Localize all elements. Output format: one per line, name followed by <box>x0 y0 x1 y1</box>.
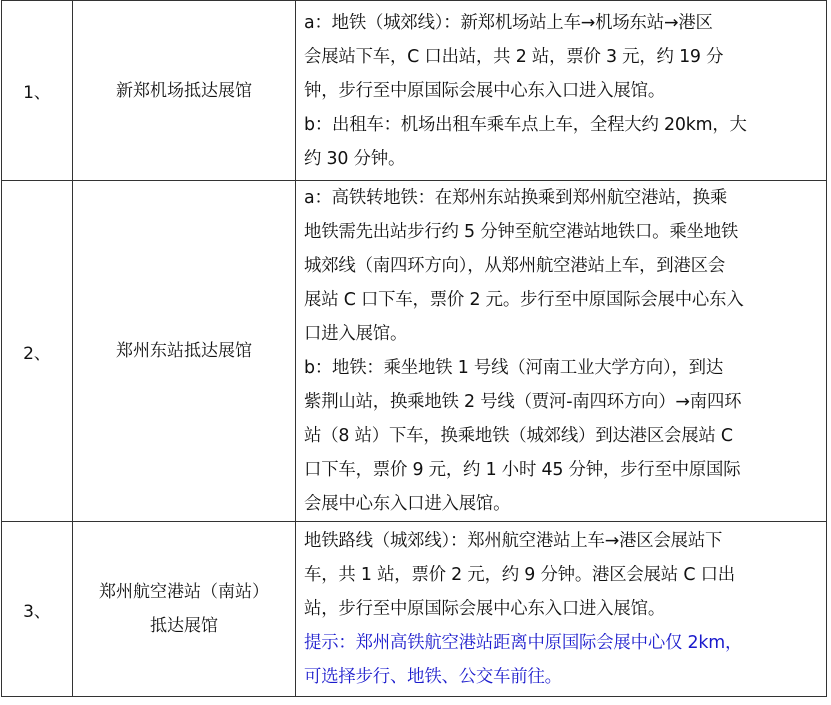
desc-line: b：出租车：机场出租车乘车点上车，全程大约 20km，大 <box>304 114 747 135</box>
route-origin <box>73 1 296 181</box>
desc-line: 会展站下车，C 口出站，共 2 站，票价 3 元，约 19 分 <box>304 46 724 67</box>
table-row <box>2 181 827 522</box>
desc-line: 展站 C 口下车，票价 2 元。步行至中原国际会展中心东入 <box>304 290 744 310</box>
origin-line: 郑州航空港站（南站） <box>99 582 269 602</box>
desc-line: 站（8 站）下车，换乘地铁（城郊线）到达港区会展站 C <box>304 426 733 446</box>
route-description <box>296 181 827 522</box>
row-number: 2、 <box>2 181 73 522</box>
table-row <box>2 522 827 697</box>
desc-line: 站，步行至中原国际会展中心东入口进入展馆。 <box>304 599 666 619</box>
desc-line: 口下车，票价 9 元，约 1 小时 45 分钟，步行至中原国际 <box>304 460 741 480</box>
desc-line: 口进入展馆。 <box>304 324 408 344</box>
hint-line: 可选择步行、地铁、公交车前往。 <box>304 667 562 687</box>
table-row <box>2 1 827 181</box>
desc-line: a：高铁转地铁：在郑州东站换乘到郑州航空港站，换乘 <box>304 188 728 208</box>
origin-line: 抵达展馆 <box>150 616 218 636</box>
desc-line: 车，共 1 站，票价 2 元，约 9 分钟。港区会展站 C 口出 <box>304 565 735 585</box>
desc-line: 会展中心东入口进入展馆。 <box>304 494 511 514</box>
desc-line: 紫荆山站，换乘地铁 2 号线（贾河-南四环方向）→南四环 <box>304 392 742 412</box>
desc-line: 城郊线（南四环方向），从郑州航空港站上车，到港区会 <box>304 256 726 276</box>
row-number: 1、 <box>2 1 73 181</box>
origin-line: 郑州东站抵达展馆 <box>116 341 252 361</box>
transport-routes-table <box>1 0 827 697</box>
desc-line: 约 30 分钟。 <box>304 148 406 169</box>
desc-line: a：地铁（城郊线）：新郑机场站上车→机场东站→港区 <box>304 12 713 33</box>
desc-line: 钟，步行至中原国际会展中心东入口进入展馆。 <box>304 80 666 101</box>
route-description <box>296 522 827 697</box>
desc-line: b：地铁：乘坐地铁 1 号线（河南工业大学方向），到达 <box>304 358 724 378</box>
route-description <box>296 1 827 181</box>
origin-line: 新郑机场抵达展馆 <box>116 80 252 101</box>
route-origin <box>73 181 296 522</box>
row-number: 3、 <box>2 522 73 697</box>
desc-line: 地铁路线（城郊线）：郑州航空港站上车→港区会展站下 <box>304 531 723 551</box>
hint-line: 提示：郑州高铁航空港站距离中原国际会展中心仅 2km， <box>304 633 743 653</box>
desc-line: 地铁需先出站步行约 5 分钟至航空港站地铁口。乘坐地铁 <box>304 222 739 242</box>
route-origin <box>73 522 296 697</box>
